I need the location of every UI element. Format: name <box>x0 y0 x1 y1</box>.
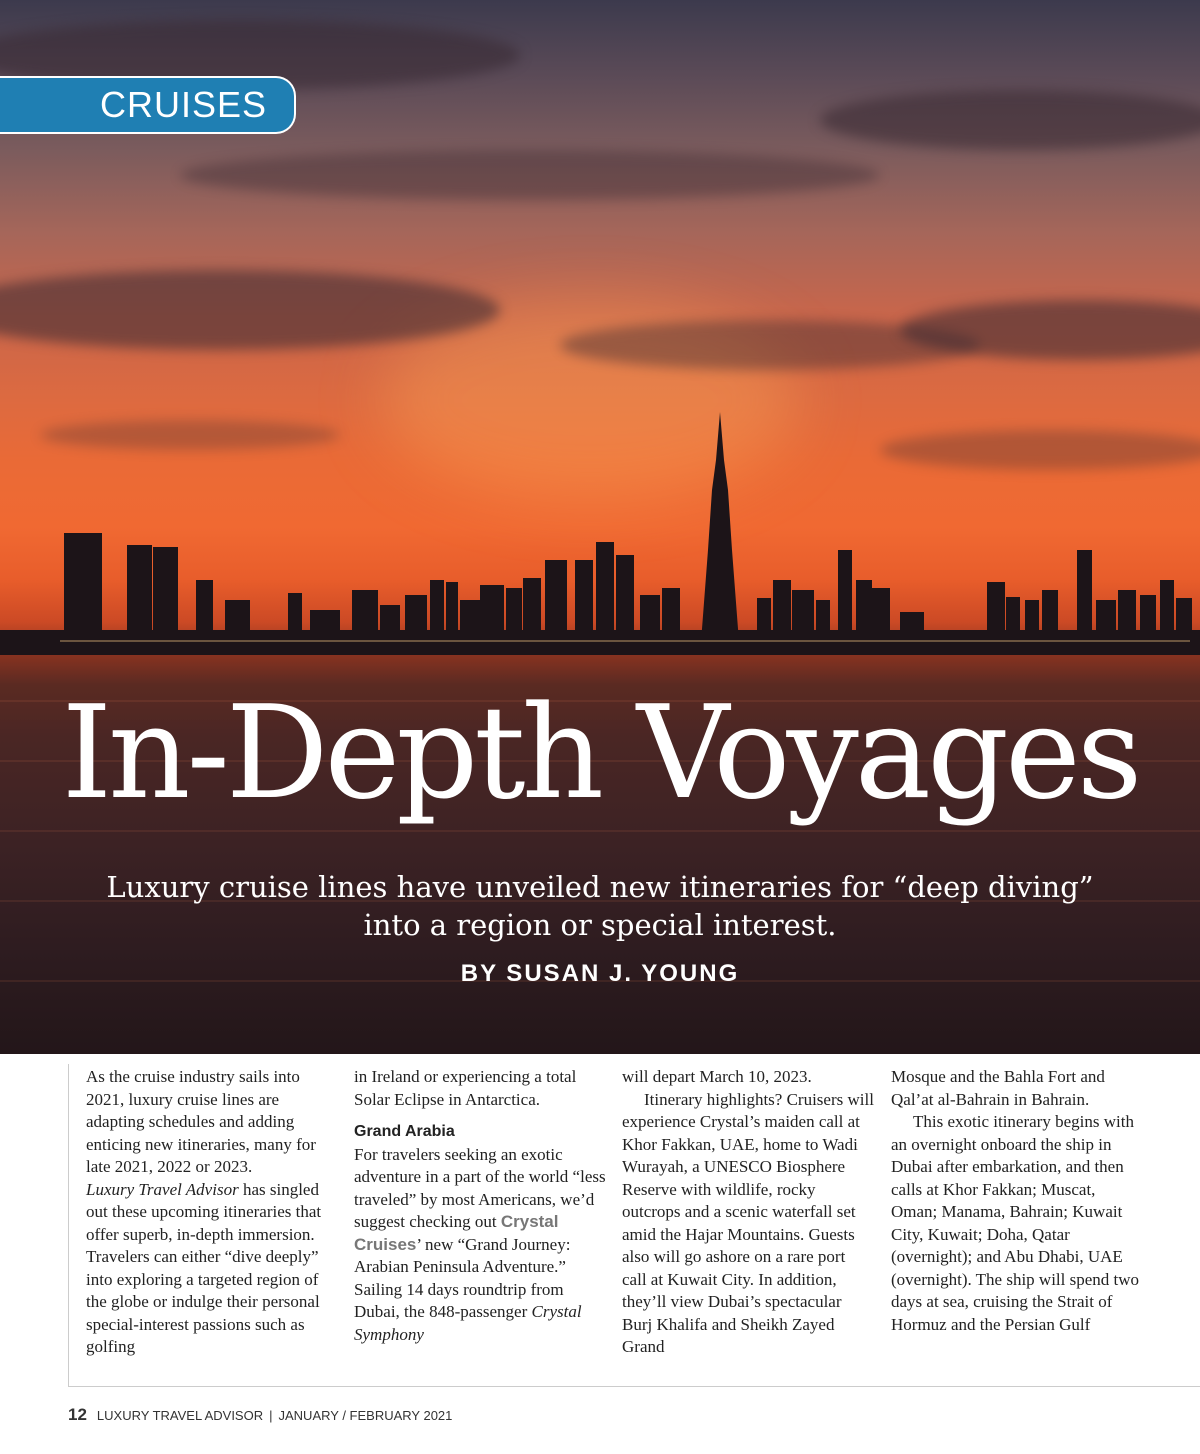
publication-name: Luxury Travel Advisor <box>86 1179 239 1199</box>
company-name: Crystal Cruises <box>354 1212 559 1254</box>
paragraph: will depart March 10, 2023. <box>622 1067 812 1086</box>
dek-line: Luxury cruise lines have unveiled new itineraries for “deep diving” <box>106 870 1094 904</box>
page-footer <box>68 1405 452 1425</box>
column-1 <box>86 1066 338 1359</box>
section-tab-label: CRUISES <box>100 84 268 125</box>
publication-name: LUXURY TRAVEL ADVISOR <box>96 1408 264 1423</box>
issue-date: JANUARY / FEBRUARY 2021 <box>278 1408 453 1423</box>
paragraph-text: For travelers seeking an exotic adventure in a part of the world “less traveled” by most Americans, we’d suggest checking out <box>354 1144 606 1231</box>
footer-rule <box>68 1386 1200 1387</box>
paragraph <box>354 1144 606 1347</box>
cloud <box>820 90 1200 150</box>
paragraph: Itinerary highlights? Cruisers will experience Crystal’s maiden call at Khor Fakkan, UAE, home to Wadi Wurayah, a UNESCO Biosphere Reserve with wildlife, rocky outcrops and a scenic waterfall set amid the Hajar Mountains. Guests also will go ashore on a rare port call at Kuwait City. In addition, they’ll view Dubai’s spectacular Burj Khalifa and Sheikh Zayed Grand <box>622 1089 874 1356</box>
byline: BY SUSAN J. YOUNG <box>460 960 740 987</box>
cloud <box>180 150 880 200</box>
column-3 <box>622 1066 874 1359</box>
column-2 <box>354 1066 606 1346</box>
column-4 <box>891 1066 1141 1336</box>
paragraph-text: has singled out these upcoming itineraries that offer superb, in-depth immersion. Travelers can either “dive deeply” into exploring a targeted region of the globe or indulge their personal special-interest passions such as golfing <box>86 1179 322 1356</box>
dek-line: into a region or special interest. <box>363 908 837 942</box>
footer-separator: | <box>269 1408 273 1423</box>
page-number: 12 <box>68 1405 87 1424</box>
dek <box>100 868 1100 944</box>
subhead: Grand Arabia <box>354 1123 455 1140</box>
paragraph <box>86 1179 338 1359</box>
headline: In-Depth Voyages <box>61 679 1139 828</box>
paragraph: in Ireland or experiencing a total Solar Eclipse in Antarctica. <box>354 1067 577 1109</box>
section-tab <box>0 76 296 134</box>
city-skyline <box>0 400 1200 662</box>
footer-rule-vertical <box>68 1064 69 1386</box>
paragraph: This exotic itinerary begins with an overnight onboard the ship in Dubai after embarkation, and then calls at Khor Fakkan; Muscat, Oman; Manama, Bahrain; Kuwait City, Kuwait; Doha, Qatar (overnight); and Abu Dhabi, UAE (overnight). The ship will spend two days at sea, cruising the Strait of Hormuz and the Persian Gulf <box>891 1112 1140 1334</box>
water-ripple <box>0 830 1200 832</box>
paragraph: Mosque and the Bahla Fort and Qal’at al-Bahrain in Bahrain. <box>891 1067 1105 1109</box>
paragraph: As the cruise industry sails into 2021, luxury cruise lines are adapting schedules and adding enticing new itineraries, many for late 2021, 2022 or 2023. <box>86 1067 316 1176</box>
ship-name: Crystal Symphony <box>354 1302 582 1344</box>
paragraph-text: ’ new “Grand Journey: Arabian Peninsula Adventure.” Sailing 14 days roundtrip from Dubai, the 848-passenger <box>354 1234 571 1321</box>
